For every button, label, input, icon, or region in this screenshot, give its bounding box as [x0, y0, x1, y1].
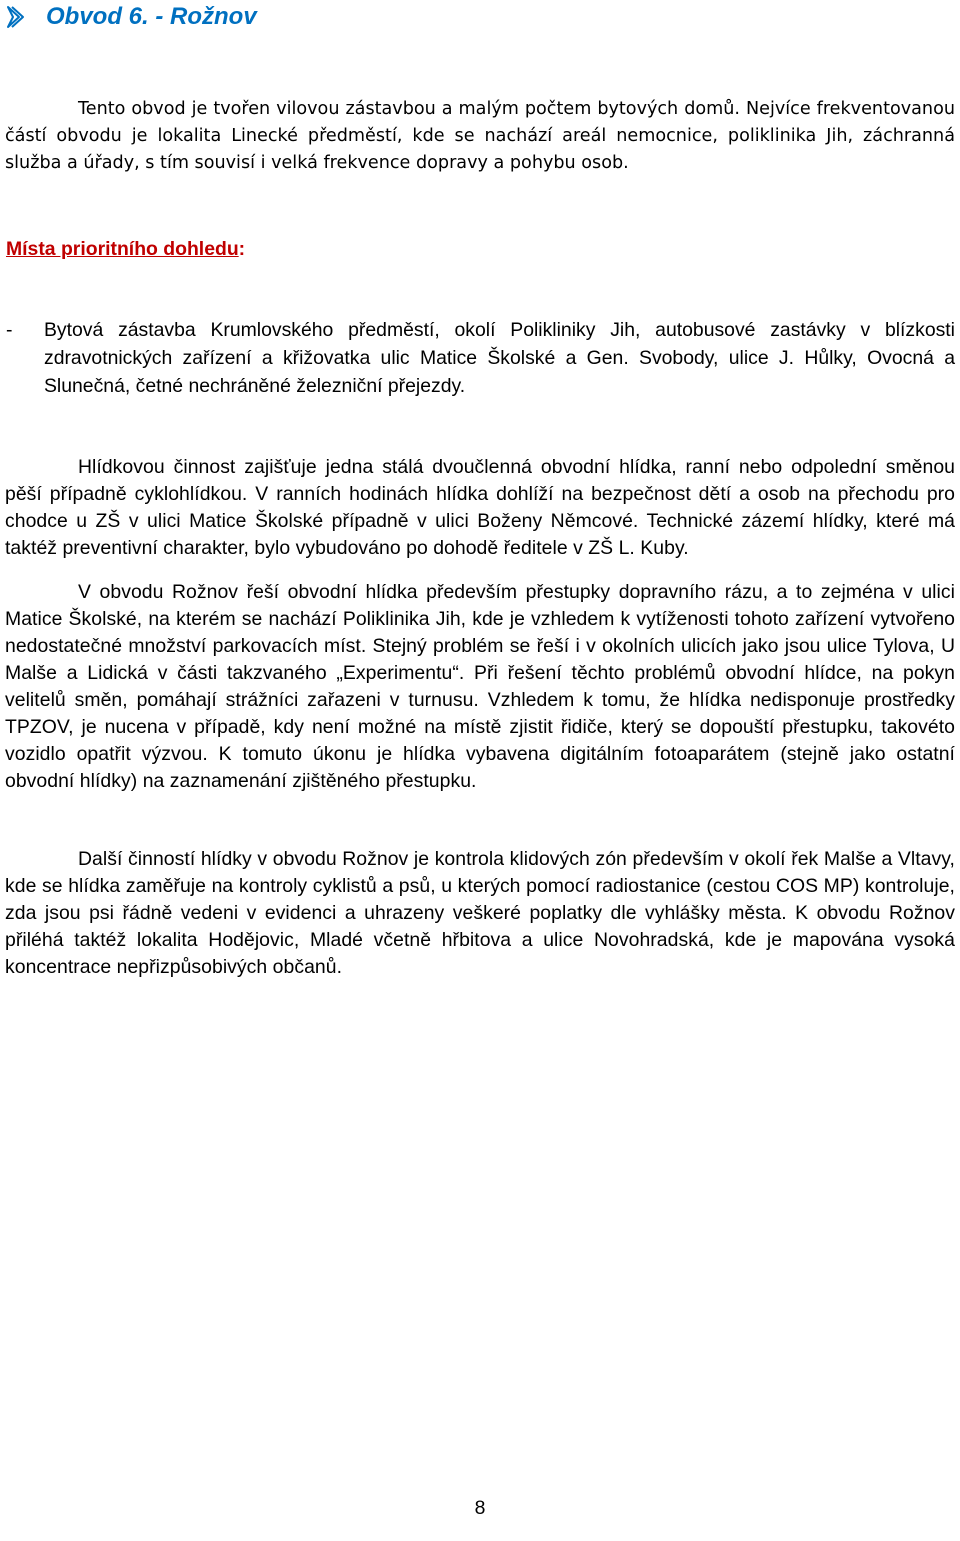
priority-title-text: Místa prioritního dohledu	[6, 238, 239, 260]
page-number: 8	[474, 1497, 486, 1519]
priority-list-item	[5, 316, 955, 400]
priority-title-colon: :	[238, 238, 246, 260]
section-heading	[6, 2, 257, 32]
paragraph-quiet-zones: Další činností hlídky v obvodu Rožnov je kontrola klidových zón především v okolí řek Malše a Vltavy, kde se hlídka zaměřuje na kontroly cyklistů a psů, u kterých pomocí radiostanice (cestou COS MP) kontroluje, zda jsou psi řádně vedeni v evidenci a uhrazeny veškeré poplatky dle vyhlášky města. K obvodu Rožnov přiléhá taktéž lokalita Hodějovic, Mladé včetně hřbitova a ulice Novohradská, kde je mapována vysoká koncentrace nepřizpůsobivých občanů.	[5, 848, 955, 978]
intro-paragraph: Tento obvod je tvořen vilovou zástavbou a malým počtem bytových domů. Nejvíce frekventovanou částí obvodu je lokalita Linecké předměstí, kde se nachází areál nemocnice, poliklinika Jih, záchranná služba a úřady, s tím souvisí i velká frekvence dopravy a pohybu osob.	[5, 99, 955, 173]
heading-title: Obvod 6. - Rožnov	[46, 3, 257, 30]
list-item-text: Bytová zástavba Krumlovského předměstí, okolí Polikliniky Jih, autobusové zastávky v blízkosti zdravotnických zařízení a křižovatka ulic Matice Školské a Gen. Svobody, ulice J. Hůlky, Ovocná a Slunečná, četné nechráněné železniční přejezdy.	[44, 319, 955, 397]
paragraph-patrol: Hlídkovou činnost zajišťuje jedna stálá dvoučlenná obvodní hlídka, ranní nebo odpolední směnou pěší případně cyklohlídkou. V ranních hodinách hlídka dohlíží na bezpečnost dětí a osob na přechodu pro chodce u ZŠ v ulici Matice Školské případně v ulici Boženy Němcové. Technické zázemí hlídky, které má taktéž preventivní charakter, bylo vybudováno po dohodě ředitele v ZŠ L. Kuby.	[5, 456, 955, 559]
list-marker: -	[6, 319, 13, 341]
paragraph-traffic: V obvodu Rožnov řeší obvodní hlídka především přestupky dopravního rázu, a to zejména v ulici Matice Školské, na kterém se nachází Poliklinika Jih, kde je vzhledem k vytíženosti tohoto zařízení vytvořeno nedostatečné množství parkovacích míst. Stejný problém se řeší i v okolních ulicích jako jsou ulice Tylova, U Malše a Lidická v části takzvaného „Experimentu“. Při řešení těchto problémů obvodní hlídce, na pokyn velitelů směn, pomáhají strážníci zařazeni v turnusu. Vzhledem k tomu, že hlídka nedisponuje prostředky TPZOV, je nucena v případě, kdy není možné na místě zjistit řidiče, který se dopouští přestupku, takovéto vozidlo opatřit výzvou. K tomuto úkonu je hlídka vybavena digitálním fotoaparátem (stejně jako ostatní obvodní hlídky) na zaznamenání zjištěného přestupku.	[5, 581, 955, 792]
arrow-check-icon	[6, 4, 32, 30]
priority-section-title	[6, 236, 245, 263]
